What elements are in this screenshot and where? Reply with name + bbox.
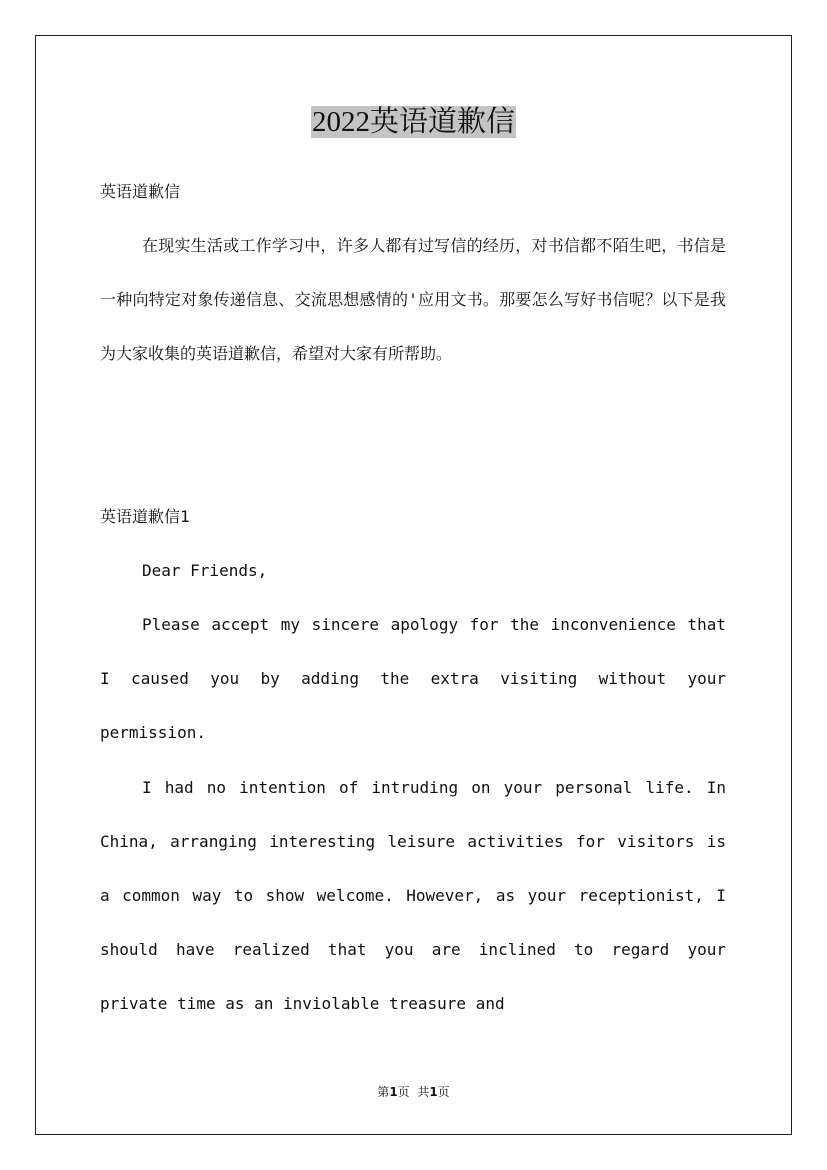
footer-page-current: 1	[389, 1085, 398, 1099]
salutation: Dear Friends,	[142, 561, 268, 580]
footer-page-mid: 页 共	[397, 1085, 430, 1099]
footer-page-suffix: 页	[437, 1085, 450, 1099]
intro-paragraph: 在现实生活或工作学习中，许多人都有过写信的经历，对书信都不陌生吧，书信是一种向特定对象传递信息、交流思想感情的'应用文书。那要怎么写好书信呢？以下是我为大家收集的英语道歉信，希望对大家有所帮助。	[100, 236, 726, 363]
section-heading: 英语道歉信1	[100, 507, 190, 526]
body-paragraph-2: I had no intention of intruding on your personal life. In China, arranging interesting leisure activities for visitors is a common way to show welcome. However, as your receptionist, I should have realized that you are inclined to regard your private time as an inviolable treasure and	[100, 778, 726, 1013]
footer-page-total: 1	[429, 1085, 438, 1099]
document-title-text: 2022英语道歉信	[311, 106, 515, 138]
document-title	[0, 100, 827, 144]
footer-page-prefix: 第	[377, 1085, 390, 1099]
page-footer	[0, 1083, 827, 1101]
document-heading: 英语道歉信	[100, 182, 181, 201]
body-paragraph-1: Please accept my sincere apology for the inconvenience that I caused you by adding the extra visiting without your permission.	[100, 615, 726, 742]
